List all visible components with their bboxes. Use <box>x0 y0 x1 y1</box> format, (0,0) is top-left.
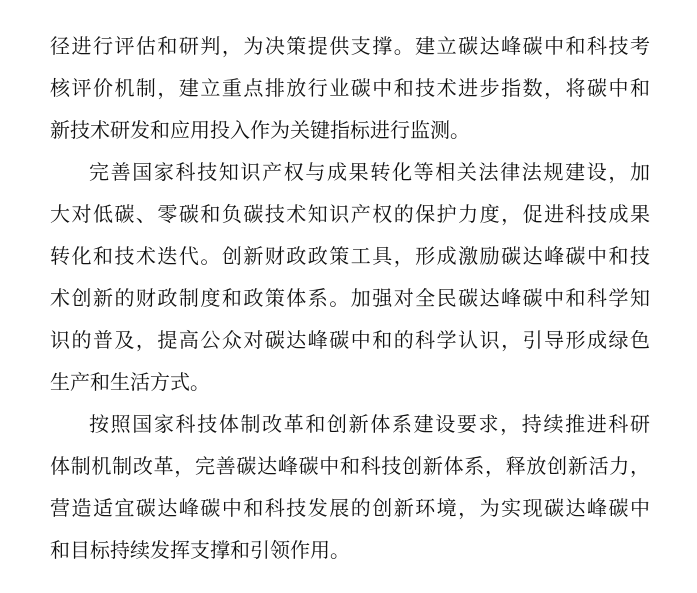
paragraph-2-line-4: 术创新的财政制度和政策体系。加强对全民碳达峰碳中和科学知 <box>50 286 650 310</box>
paragraph-2-line-3: 转化和技术迭代。创新财政政策工具，形成激励碳达峰碳中和技 <box>50 244 650 268</box>
paragraph-1-line-1: 径进行评估和研判，为决策提供支撑。建立碳达峰碳中和科技考 <box>50 34 650 58</box>
paragraph-2-line-6: 生产和生活方式。 <box>50 370 210 394</box>
paragraph-3-line-3: 营造适宜碳达峰碳中和科技发展的创新环境，为实现碳达峰碳中 <box>50 496 650 520</box>
paragraph-2-line-1: 完善国家科技知识产权与成果转化等相关法律法规建设，加 <box>89 160 650 184</box>
paragraph-3-line-4: 和目标持续发挥支撑和引领作用。 <box>50 538 350 562</box>
paragraph-1-line-3: 新技术研发和应用投入作为关键指标进行监测。 <box>50 118 470 142</box>
paragraph-3-line-2: 体制机制改革，完善碳达峰碳中和科技创新体系，释放创新活力， <box>50 454 650 478</box>
paragraph-2-line-2: 大对低碳、零碳和负碳技术知识产权的保护力度，促进科技成果 <box>50 202 650 226</box>
paragraph-2-line-5: 识的普及，提高公众对碳达峰碳中和的科学认识，引导形成绿色 <box>50 328 650 352</box>
paragraph-1-line-2: 核评价机制，建立重点排放行业碳中和技术进步指数，将碳中和 <box>50 76 650 100</box>
paragraph-3-line-1: 按照国家科技体制改革和创新体系建设要求，持续推进科研 <box>89 412 650 436</box>
